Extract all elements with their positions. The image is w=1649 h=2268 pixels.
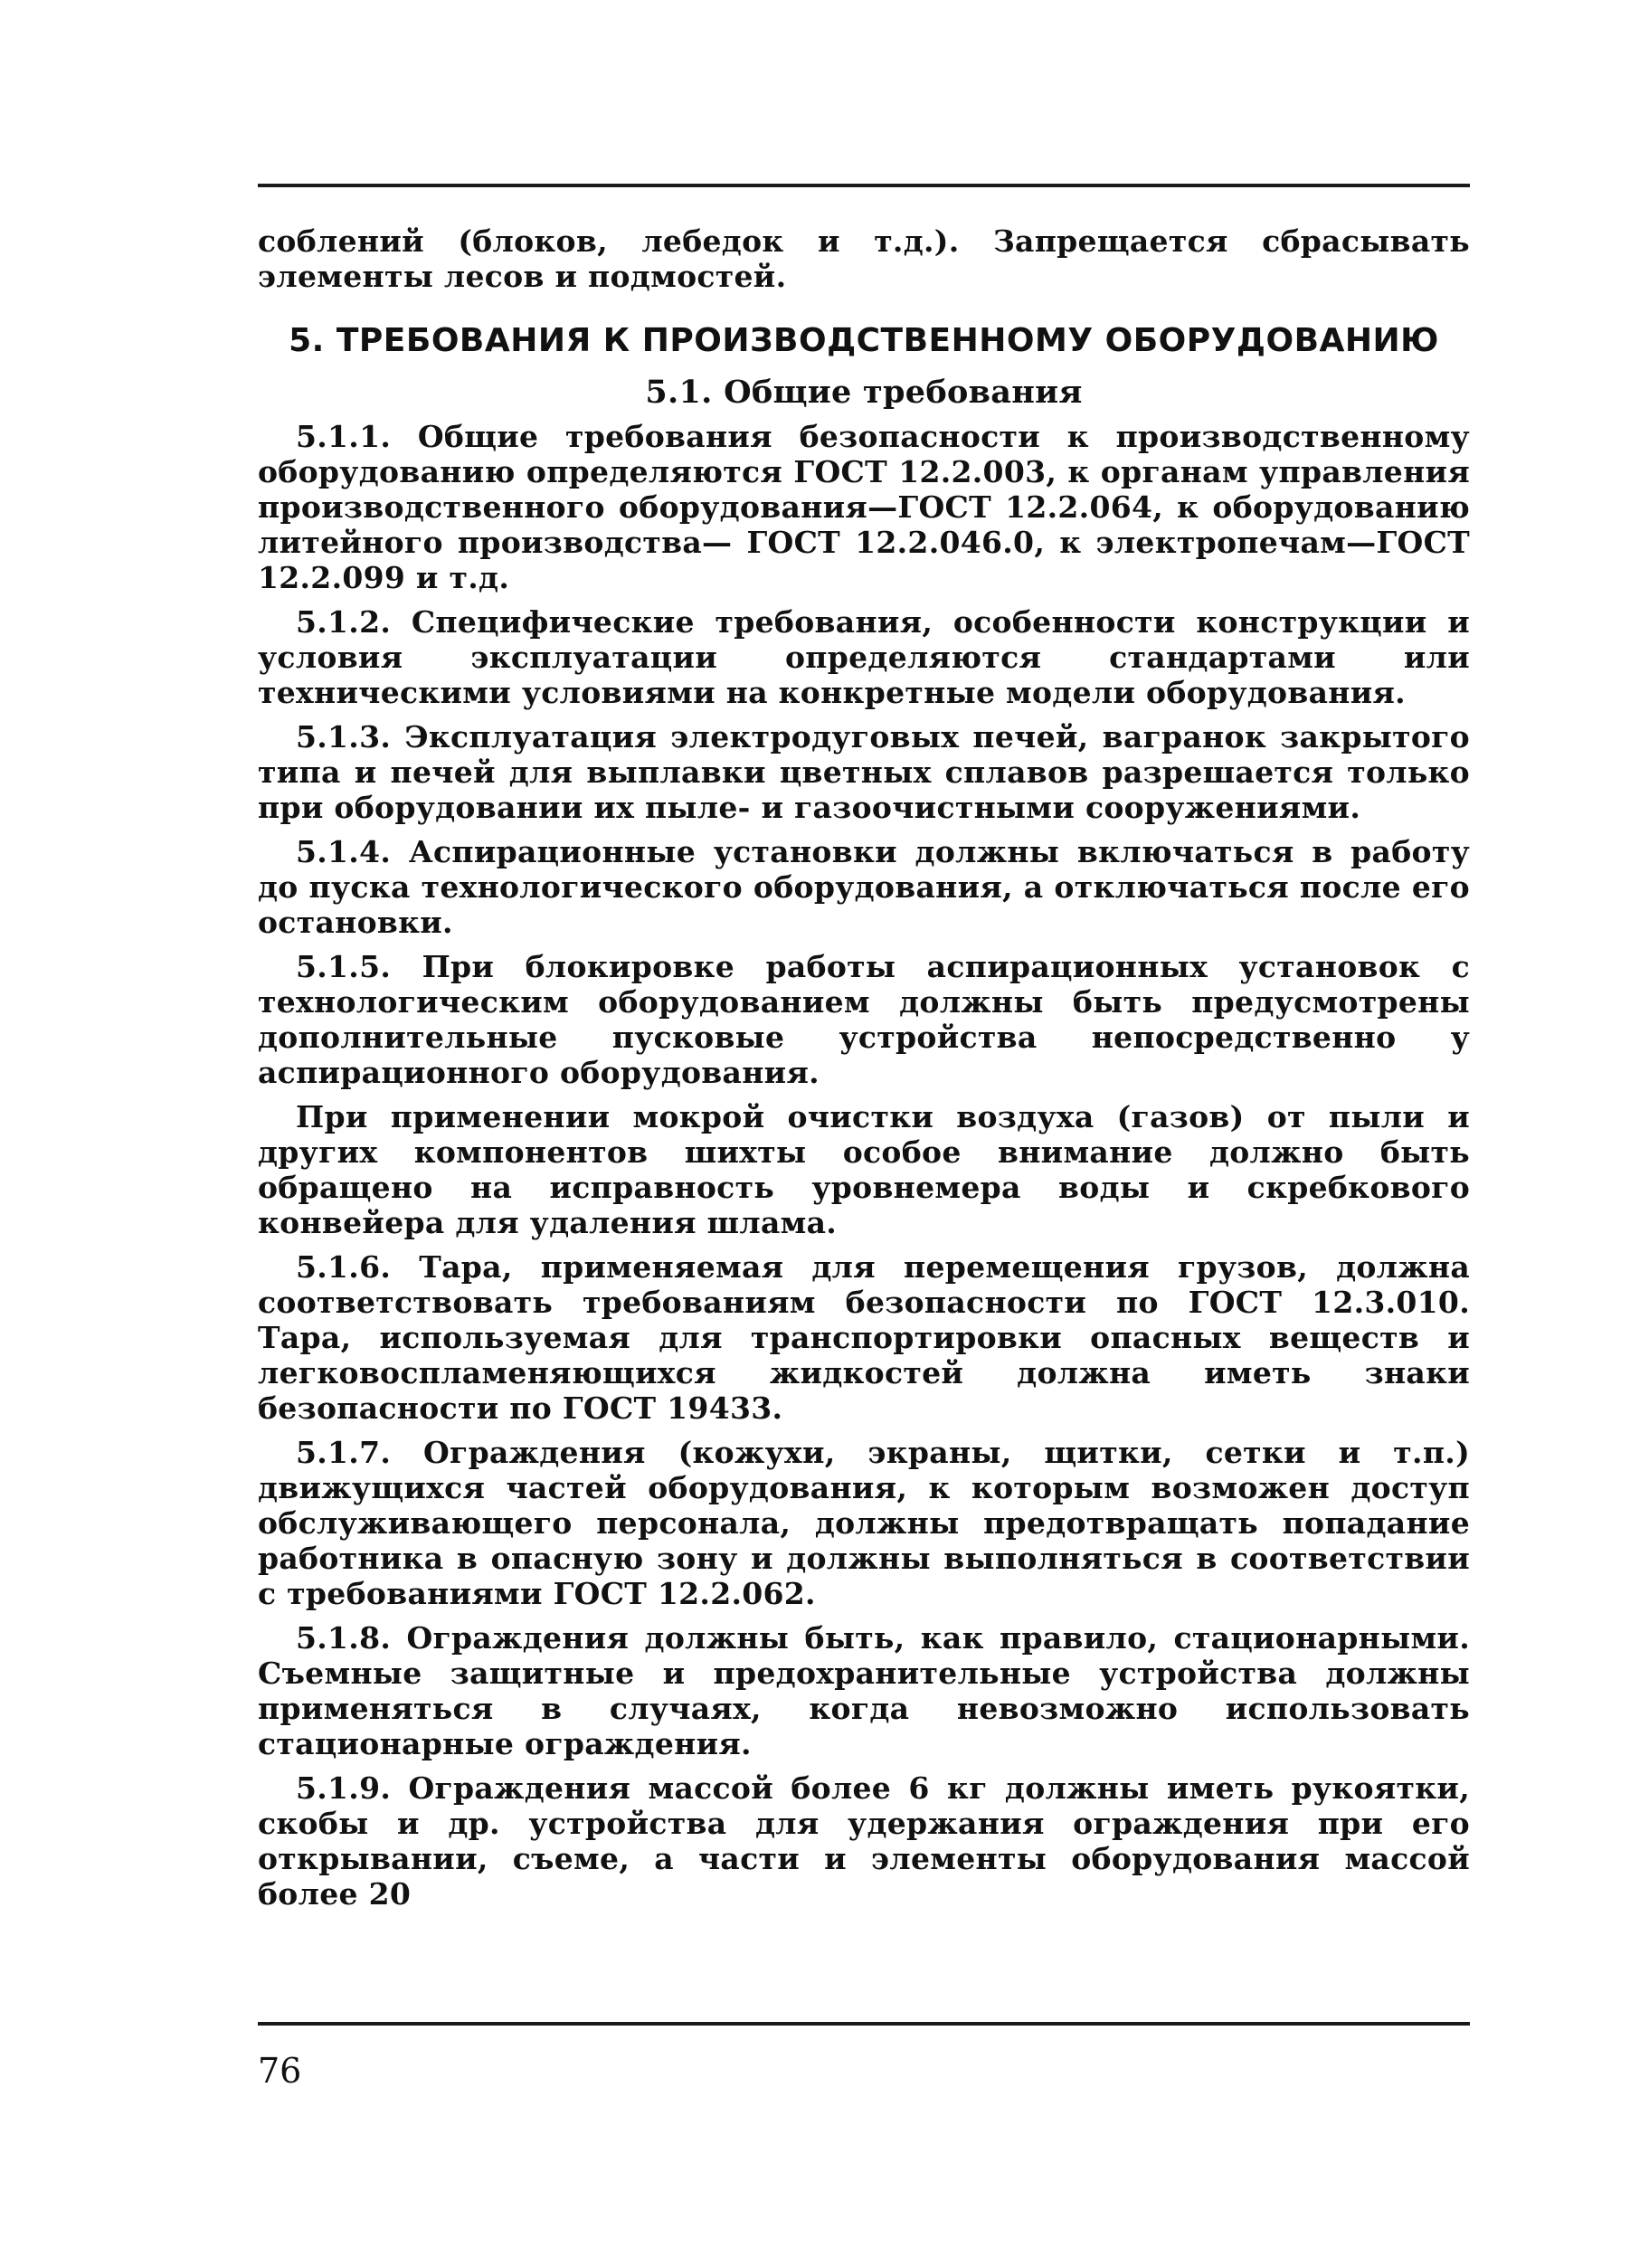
page-number: 76 xyxy=(258,2051,302,2091)
paragraph-5-1-5: 5.1.5. При блокировке работы аспирационных установок с технологическим оборудованием должны быть предусмотрены дополнительные пусковые устройства непосредственно у аспирационного оборудования. xyxy=(258,949,1470,1090)
paragraph-wet-cleaning: При применении мокрой очистки воздуха (газов) от пыли и других компонентов шихты особое внимание должно быть обращено на исправность уровнемера воды и скребкового конвейера для удаления шлама. xyxy=(258,1099,1470,1240)
paragraph-5-1-8: 5.1.8. Ограждения должны быть, как правило, стационарными. Съемные защитные и предохранительные устройства должны применяться в случаях, когда невозможно использовать стационарные ограждения. xyxy=(258,1620,1470,1761)
page-content xyxy=(258,223,1470,1921)
section-title: 5. ТРЕБОВАНИЯ К ПРОИЗВОДСТВЕННОМУ ОБОРУДОВАНИЮ xyxy=(289,322,1439,359)
top-rule xyxy=(258,184,1470,187)
subsection-title: 5.1. Общие требования xyxy=(645,374,1083,411)
document-page xyxy=(258,176,1470,2167)
paragraph-5-1-2: 5.1.2. Специфические требования, особенности конструкции и условия эксплуатации определяются стандартами или техническими условиями на конкретные модели оборудования. xyxy=(258,604,1470,710)
paragraph-5-1-4: 5.1.4. Аспирационные установки должны включаться в работу до пуска технологического оборудования, а отключаться после его остановки. xyxy=(258,834,1470,940)
paragraph-5-1-9: 5.1.9. Ограждения массой более 6 кг должны иметь рукоятки, скобы и др. устройства для удержания ограждения при его открывании, съеме, а части и элементы оборудования массой более 20 xyxy=(258,1770,1470,1912)
continuation-paragraph: соблений (блоков, лебедок и т.д.). Запрещается сбрасывать элементы лесов и подмостей. xyxy=(258,223,1470,294)
bottom-rule xyxy=(258,2022,1470,2026)
paragraph-5-1-3: 5.1.3. Эксплуатация электродуговых печей, вагранок закрытого типа и печей для выплавки цветных сплавов разрешается только при оборудовании их пыле- и газоочистными сооружениями. xyxy=(258,719,1470,825)
paragraph-5-1-6: 5.1.6. Тара, применяемая для перемещения грузов, должна соответствовать требованиям безопасности по ГОСТ 12.3.010. Тара, используемая для транспортировки опасных веществ и легковоспламеняющихся жидкостей должна иметь знаки безопасности по ГОСТ 19433. xyxy=(258,1249,1470,1426)
paragraph-5-1-7: 5.1.7. Ограждения (кожухи, экраны, щитки, сетки и т.п.) движущихся частей оборудования, к которым возможен доступ обслуживающего персонала, должны предотвращать попадание работника в опасную зону и должны выполняться в соответствии с требованиями ГОСТ 12.2.062. xyxy=(258,1435,1470,1611)
paragraph-5-1-1: 5.1.1. Общие требования безопасности к производственному оборудованию определяются ГОСТ 12.2.003, к органам управления производственного оборудования—ГОСТ 12.2.064, к оборудованию литейного производства— ГОСТ 12.2.046.0, к электропечам—ГОСТ 12.2.099 и т.д. xyxy=(258,419,1470,595)
